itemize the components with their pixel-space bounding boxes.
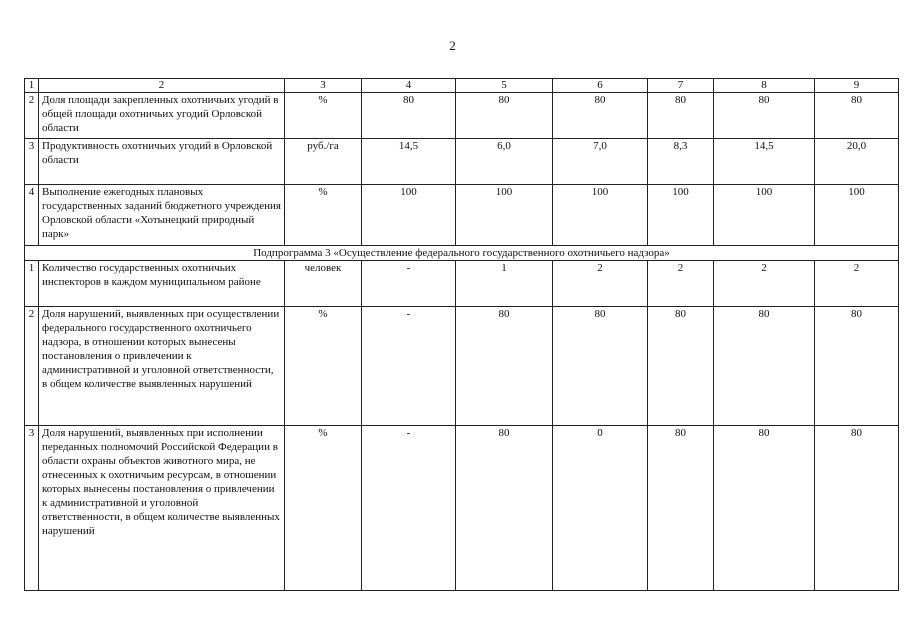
value-cell: 100 (648, 185, 714, 246)
value-cell: 20,0 (815, 139, 899, 185)
value-cell: 80 (815, 93, 899, 139)
value-cell: 2 (648, 261, 714, 307)
value-cell: 80 (553, 307, 648, 426)
indicator-name: Доля площади закрепленных охотничьих угодий в общей площади охотничьих угодий Орловской области (39, 93, 285, 139)
value-cell: 80 (553, 93, 648, 139)
value-cell: - (362, 426, 456, 591)
value-cell: - (362, 307, 456, 426)
header-cell: 5 (456, 79, 553, 93)
table-row (25, 307, 899, 426)
value-cell: 80 (456, 307, 553, 426)
table-row (25, 139, 899, 185)
value-cell: 1 (456, 261, 553, 307)
value-cell: 14,5 (714, 139, 815, 185)
subprogram-title: Подпрограмма 3 «Осуществление федерального государственного охотничьего надзора» (25, 246, 899, 261)
header-cell: 1 (25, 79, 39, 93)
value-cell: 80 (815, 426, 899, 591)
value-cell: 100 (456, 185, 553, 246)
header-cell: 9 (815, 79, 899, 93)
header-cell: 3 (285, 79, 362, 93)
value-cell: - (362, 261, 456, 307)
header-cell: 2 (39, 79, 285, 93)
indicator-name: Выполнение ежегодных плановых государственных заданий бюджетного учреждения Орловской области «Хотынецкий природный парк» (39, 185, 285, 246)
value-cell: 2 (815, 261, 899, 307)
value-cell: 6,0 (456, 139, 553, 185)
unit-cell: % (285, 93, 362, 139)
row-number: 2 (25, 93, 39, 139)
value-cell: 80 (456, 426, 553, 591)
value-cell: 100 (714, 185, 815, 246)
page-number: 2 (449, 38, 456, 53)
indicator-name: Продуктивность охотничьих угодий в Орловской области (39, 139, 285, 185)
value-cell: 80 (648, 426, 714, 591)
unit-cell: человек (285, 261, 362, 307)
value-cell: 80 (815, 307, 899, 426)
value-cell: 7,0 (553, 139, 648, 185)
indicator-name: Доля нарушений, выявленных при исполнении переданных полномочий Российской Федерации в области охраны объектов животного мира, не отнесенных к охотничьим ресурсам, в отношении которых вынесены постановления о привлечении к административной и уголовной ответственности, в общем количестве выявленных нарушений (39, 426, 285, 591)
value-cell: 2 (553, 261, 648, 307)
header-cell: 7 (648, 79, 714, 93)
table-row (25, 93, 899, 139)
value-cell: 14,5 (362, 139, 456, 185)
value-cell: 100 (362, 185, 456, 246)
table-header-row (25, 79, 899, 93)
subprogram-row (25, 246, 899, 261)
indicator-name: Количество государственных охотничьих инспекторов в каждом муниципальном районе (39, 261, 285, 307)
row-number: 1 (25, 261, 39, 307)
value-cell: 80 (362, 93, 456, 139)
unit-cell: % (285, 426, 362, 591)
header-cell: 6 (553, 79, 648, 93)
value-cell: 80 (456, 93, 553, 139)
value-cell: 80 (714, 307, 815, 426)
unit-cell: руб./га (285, 139, 362, 185)
value-cell: 100 (553, 185, 648, 246)
indicators-table (24, 78, 899, 591)
unit-cell: % (285, 185, 362, 246)
unit-cell: % (285, 307, 362, 426)
value-cell: 80 (714, 426, 815, 591)
row-number: 4 (25, 185, 39, 246)
indicator-name: Доля нарушений, выявленных при осуществлении федерального государственного охотничьего надзора, в отношении которых вынесены постановления о привлечении к административной и уголовной ответственности, в общем количестве выявленных нарушений (39, 307, 285, 426)
row-number: 3 (25, 426, 39, 591)
value-cell: 0 (553, 426, 648, 591)
row-number: 2 (25, 307, 39, 426)
table-row (25, 426, 899, 591)
value-cell: 80 (648, 93, 714, 139)
value-cell: 80 (714, 93, 815, 139)
value-cell: 8,3 (648, 139, 714, 185)
header-cell: 4 (362, 79, 456, 93)
value-cell: 80 (648, 307, 714, 426)
row-number: 3 (25, 139, 39, 185)
header-cell: 8 (714, 79, 815, 93)
table-row (25, 185, 899, 246)
value-cell: 100 (815, 185, 899, 246)
table-row (25, 261, 899, 307)
value-cell: 2 (714, 261, 815, 307)
